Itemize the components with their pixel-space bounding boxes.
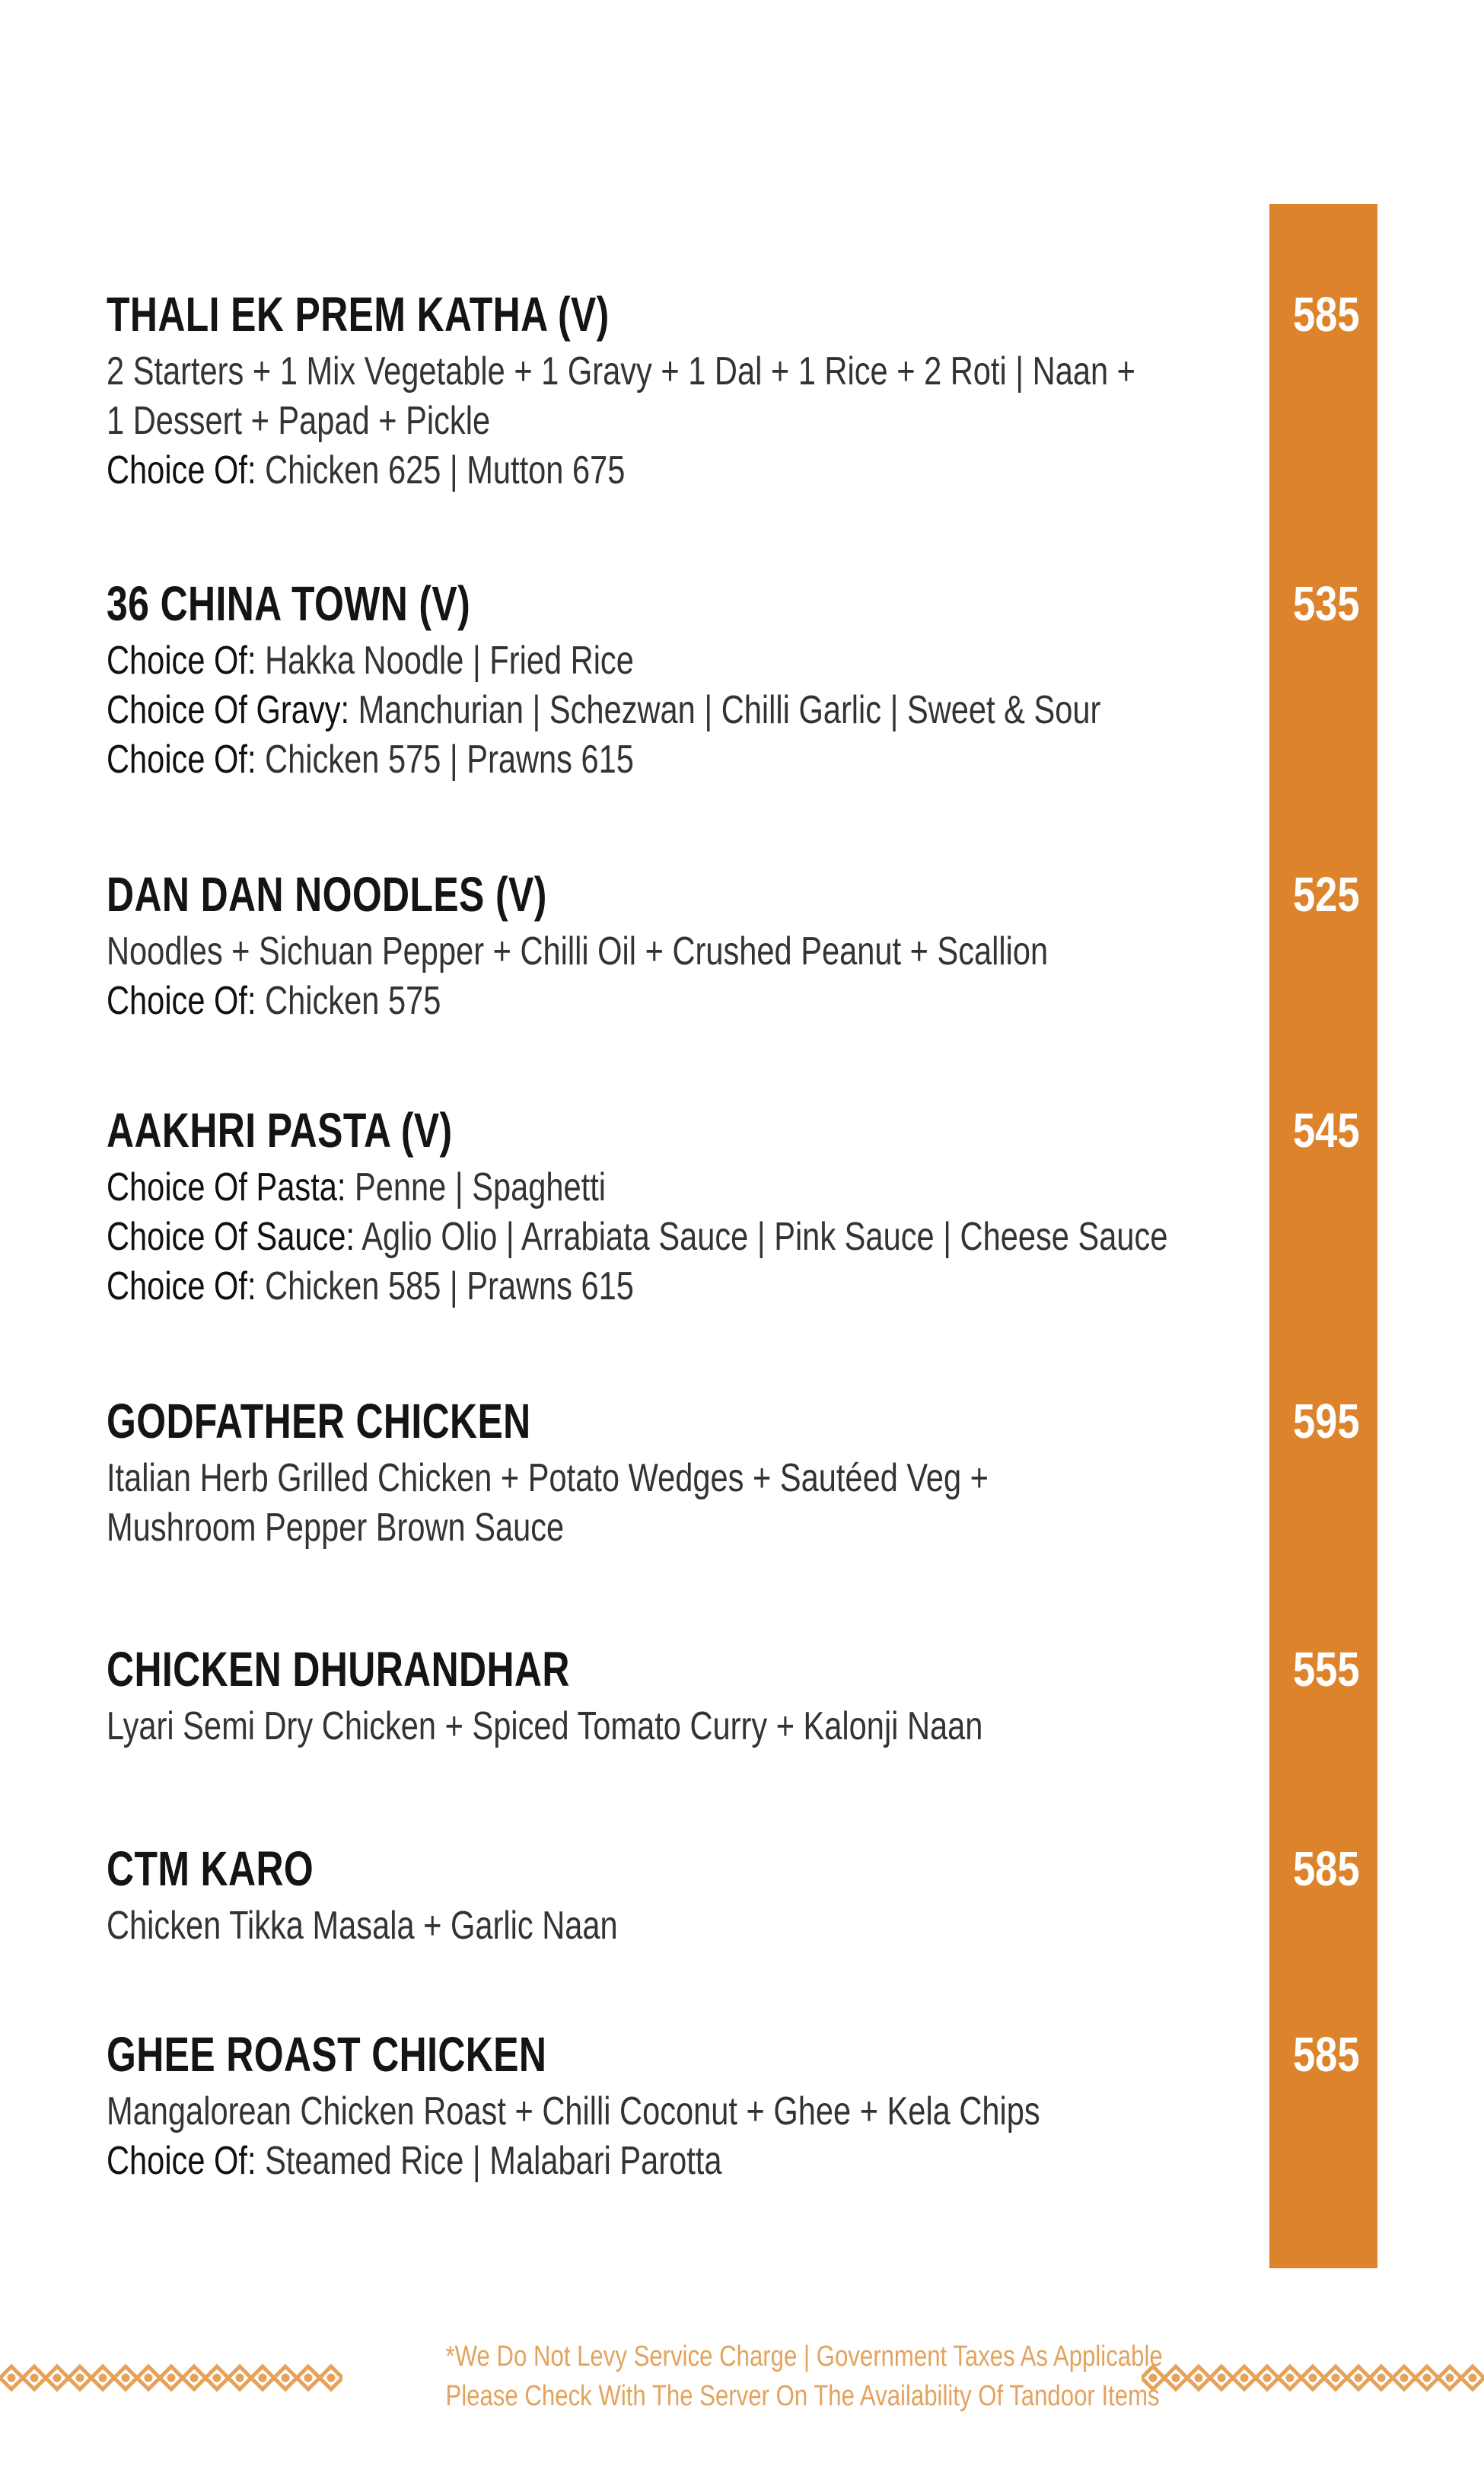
description-text: Noodles + Sichuan Pepper + Chilli Oil + Crushed Peanut + Scallion xyxy=(107,929,1049,974)
description-line xyxy=(107,636,1020,686)
description-line xyxy=(107,1901,1020,1951)
menu-item-price: 525 xyxy=(1293,867,1360,922)
description-line xyxy=(107,735,1020,785)
menu-item-description xyxy=(107,347,1248,496)
menu-item-description xyxy=(107,2087,1248,2186)
choice-label: Choice Of: xyxy=(107,639,256,683)
description-text: Mangalorean Chicken Roast + Chilli Coconut + Ghee + Kela Chips xyxy=(107,2089,1040,2134)
menu-item-price: 595 xyxy=(1293,1394,1360,1448)
description-line xyxy=(107,2137,1020,2186)
footer-line-service-charge: *We Do Not Levy Service Charge | Government Taxes As Applicable xyxy=(445,2341,1163,2373)
menu-item-description xyxy=(107,1901,1248,1951)
description-text: Steamed Rice | Malabari Parotta xyxy=(265,2139,722,2183)
description-text: Manchurian | Schezwan | Chilli Garlic | Sweet & Sour xyxy=(358,688,1101,732)
description-line xyxy=(107,1163,1020,1213)
zigzag-pattern-icon xyxy=(1142,2355,1484,2401)
description-text: Lyari Semi Dry Chicken + Spiced Tomato Curry + Kalonji Naan xyxy=(107,1704,983,1748)
choice-label: Choice Of: xyxy=(107,1264,256,1308)
choice-label: Choice Of Pasta: xyxy=(107,1165,346,1209)
description-text: Mushroom Pepper Brown Sauce xyxy=(107,1506,565,1550)
menu-item-name: GODFATHER CHICKEN xyxy=(107,1394,531,1448)
description-line xyxy=(107,1503,1020,1553)
menu-item-name: AAKHRI PASTA (V) xyxy=(107,1103,453,1158)
menu-item-name: CHICKEN DHURANDHAR xyxy=(107,1642,570,1697)
description-text: Chicken 585 | Prawns 615 xyxy=(265,1264,634,1308)
menu-item-name: 36 CHINA TOWN (V) xyxy=(107,576,471,631)
choice-label: Choice Of Gravy: xyxy=(107,688,350,732)
menu-item-name: THALI EK PREM KATHA (V) xyxy=(107,287,610,342)
description-text: Chicken 575 xyxy=(265,979,441,1023)
description-line xyxy=(107,1262,1020,1311)
description-text: Chicken 575 | Prawns 615 xyxy=(265,738,634,782)
description-text: Aglio Olio | Arrabiata Sauce | Pink Sauce | Cheese Sauce xyxy=(361,1215,1168,1259)
menu-item-description xyxy=(107,927,1248,1026)
description-text: Chicken 625 | Mutton 675 xyxy=(265,448,626,492)
description-text: 1 Dessert + Papad + Pickle xyxy=(107,399,491,443)
description-line xyxy=(107,686,1101,735)
menu-item-name: GHEE ROAST CHICKEN xyxy=(107,2027,547,2082)
menu-item-price: 535 xyxy=(1293,576,1360,631)
description-text: Hakka Noodle | Fried Rice xyxy=(265,639,634,683)
footer-line-tandoor: Please Check With The Server On The Availability Of Tandoor Items xyxy=(445,2380,1160,2412)
menu-item-name: DAN DAN NOODLES (V) xyxy=(107,867,547,922)
description-line xyxy=(107,1702,1020,1751)
description-text: Italian Herb Grilled Chicken + Potato Wedges + Sautéed Veg + xyxy=(107,1456,989,1500)
menu-item-price: 555 xyxy=(1293,1642,1360,1697)
zigzag-pattern-icon xyxy=(0,2355,342,2401)
description-line xyxy=(107,2087,1040,2137)
price-column-strip xyxy=(1269,204,1377,2268)
choice-label: Choice Of: xyxy=(107,738,256,782)
footer-note xyxy=(381,2337,1163,2416)
menu-item-description xyxy=(107,1454,1248,1553)
description-text: 2 Starters + 1 Mix Vegetable + 1 Gravy + 1 Dal + 1 Rice + 2 Roti | Naan + xyxy=(107,349,1135,394)
description-line xyxy=(107,1213,1168,1262)
description-line xyxy=(107,446,1020,496)
choice-label: Choice Of: xyxy=(107,448,256,492)
description-line xyxy=(107,397,1020,446)
menu-item-price: 545 xyxy=(1293,1103,1360,1158)
menu-item-price: 585 xyxy=(1293,1841,1360,1896)
description-text: Penne | Spaghetti xyxy=(355,1165,607,1209)
menu-item-description xyxy=(107,1163,1248,1311)
description-line xyxy=(107,347,1135,397)
description-text: Chicken Tikka Masala + Garlic Naan xyxy=(107,1904,618,1948)
menu-item-price: 585 xyxy=(1293,2027,1360,2082)
menu-item-description xyxy=(107,636,1248,785)
description-line xyxy=(107,927,1049,977)
menu-item-name: CTM KARO xyxy=(107,1841,314,1896)
choice-label: Choice Of Sauce: xyxy=(107,1215,355,1259)
menu-item-price: 585 xyxy=(1293,287,1360,342)
choice-label: Choice Of: xyxy=(107,2139,256,2183)
description-line xyxy=(107,977,1020,1026)
choice-label: Choice Of: xyxy=(107,979,256,1023)
menu-item-description xyxy=(107,1702,1248,1751)
description-line xyxy=(107,1454,1020,1503)
